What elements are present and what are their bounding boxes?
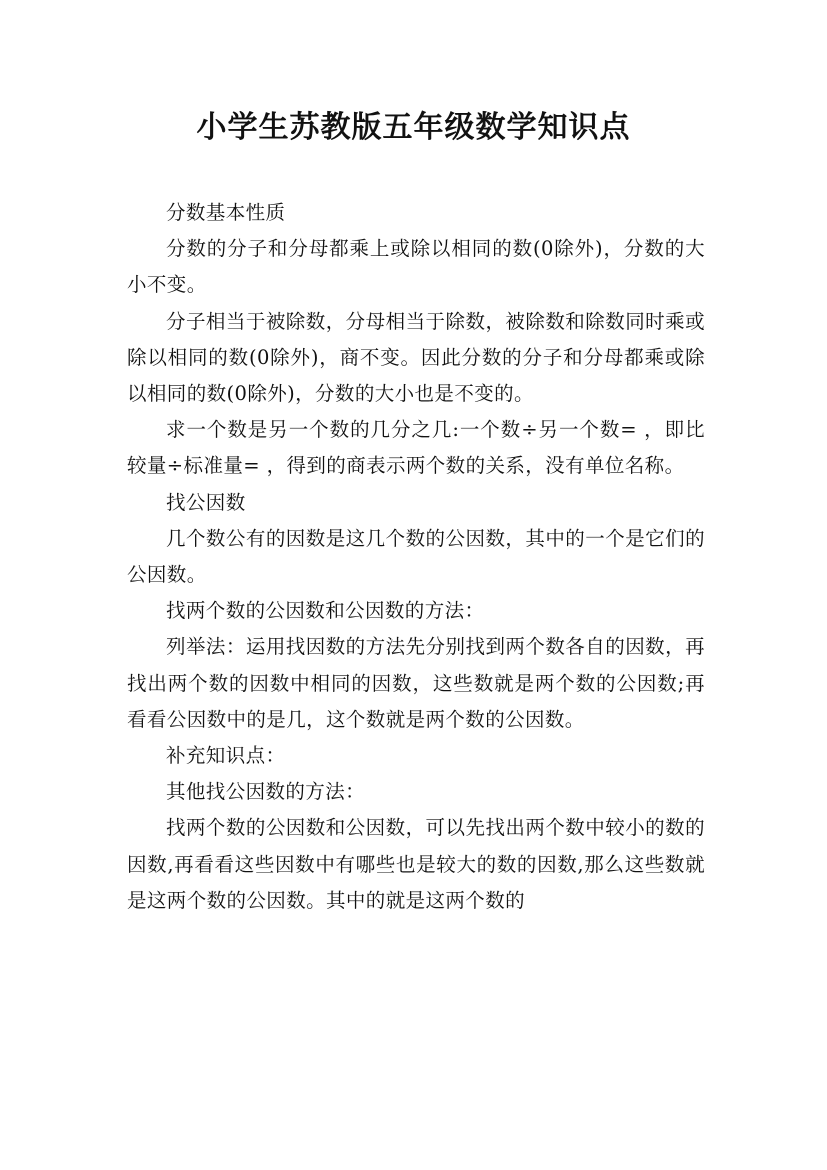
- paragraph: 找两个数的公因数和公因数的方法：: [166, 599, 485, 623]
- document-body: [127, 195, 705, 919]
- paragraph: 分数的分子和分母都乘上或除以相同的数(0除外)，分数的大小不变。: [127, 237, 705, 297]
- section-heading-fraction-property: 分数基本性质: [166, 201, 286, 224]
- paragraph: 几个数公有的因数是这几个数的公因数，其中的一个是它们的公因数。: [127, 526, 705, 587]
- paragraph: 列举法：运用找因数的方法先分别找到两个数各自的因数，再找出两个数的因数中相同的因数，这些数就是两个数的公因数;再看看公因数中的是几，这个数就是两个数的公因数。: [127, 635, 705, 731]
- paragraph: 其他找公因数的方法：: [166, 780, 366, 804]
- section-heading-common-factor: 找公因数: [166, 490, 246, 514]
- section-heading-supplement: 补充知识点：: [166, 744, 286, 768]
- paragraph: 分子相当于被除数，分母相当于除数，被除数和除数同时乘或除以相同的数(0除外)，商不变。因此分数的分子和分母都乘或除以相同的数(0除外)，分数的大小也是不变的。: [127, 309, 705, 406]
- document-title: 小学生苏教版五年级数学知识点: [196, 110, 631, 145]
- paragraph: 求一个数是另一个数的几分之几:一个数÷另一个数= ，即比较量÷标准量= ，得到的商表示两个数的关系，没有单位名称。: [127, 418, 705, 478]
- paragraph: 找两个数的公因数和公因数，可以先找出两个数中较小的数的因数,再看看这些因数中有哪些也是较大的数的因数,那么这些数就是这两个数的公因数。其中的就是这两个数的: [127, 816, 705, 912]
